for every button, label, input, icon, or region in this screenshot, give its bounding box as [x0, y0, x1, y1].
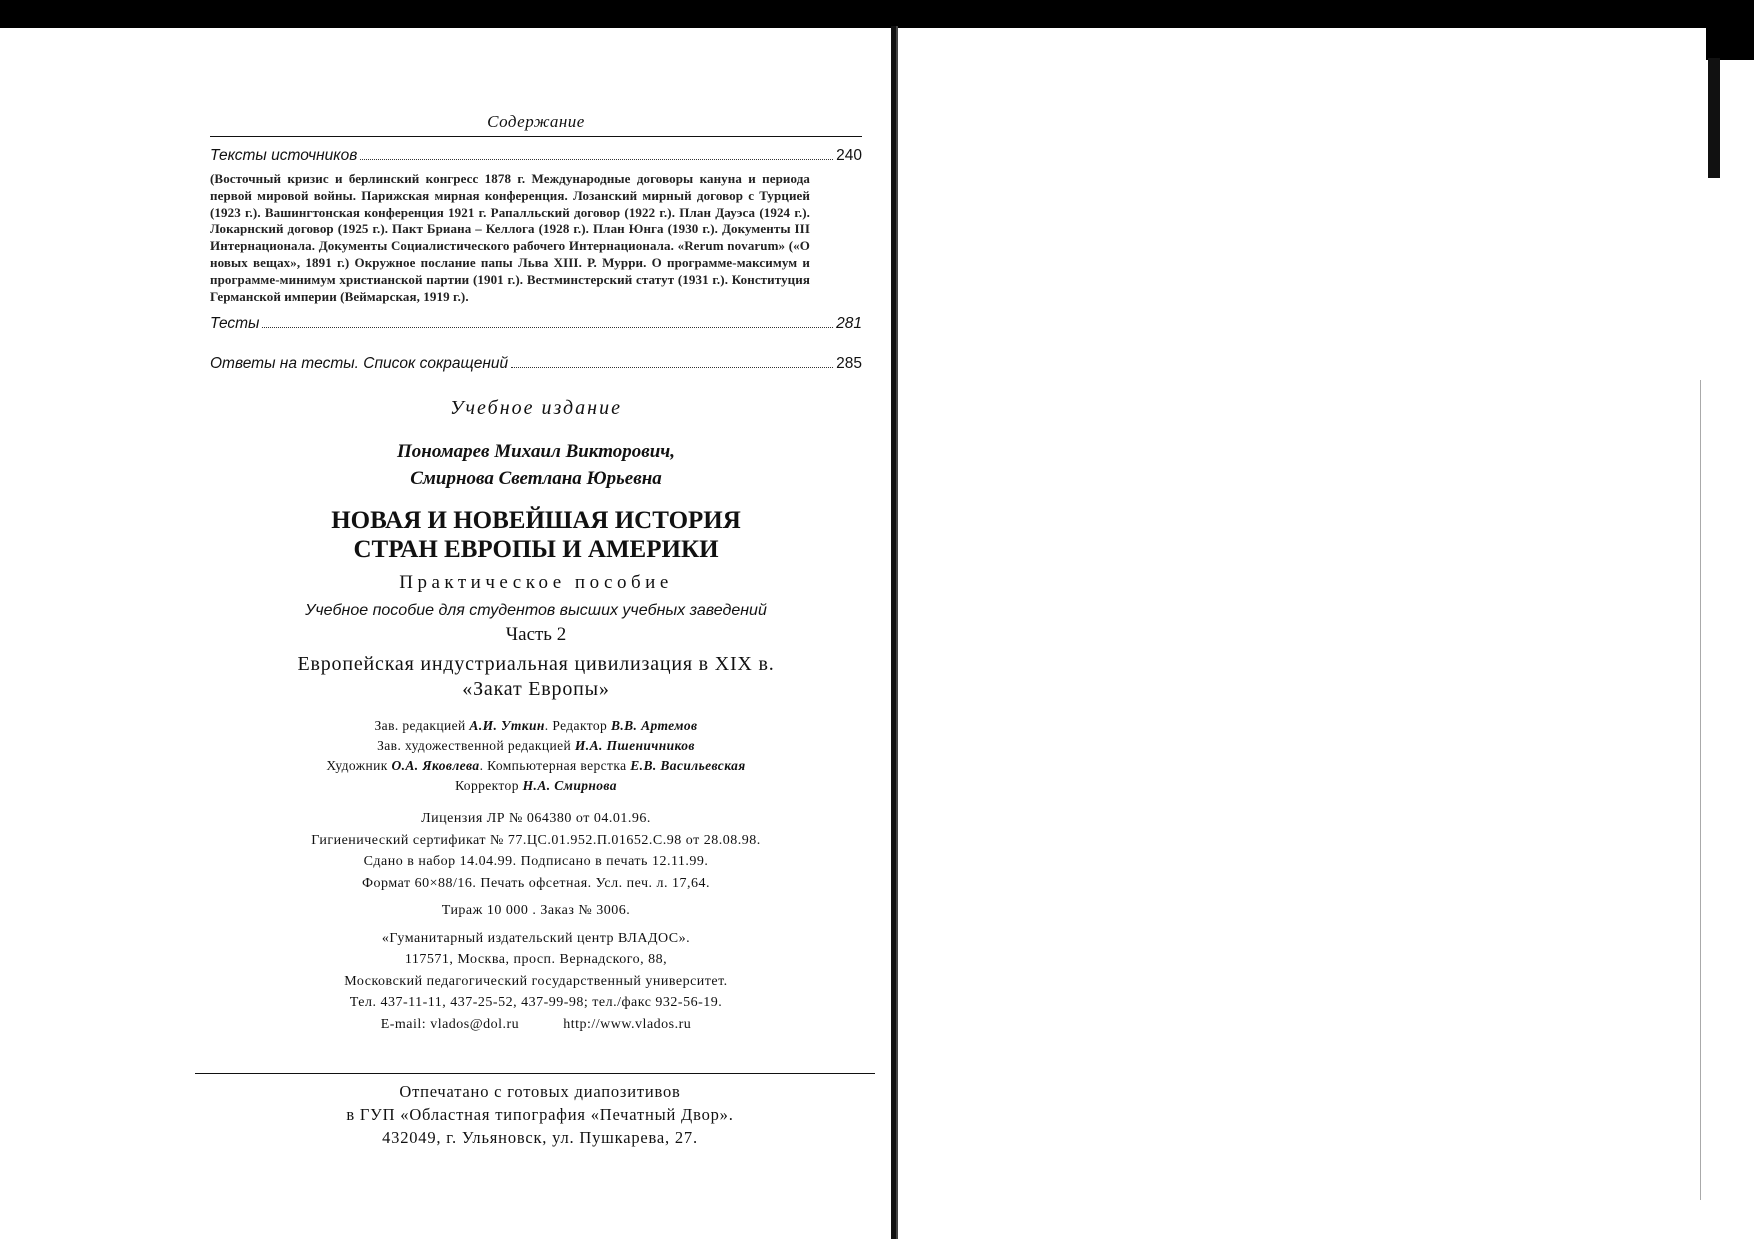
left-page: [210, 112, 862, 1035]
scan-right-edge-line: [1700, 380, 1701, 1200]
toc-title: Ответы на тесты. Список сокращений: [210, 355, 509, 373]
book-title: [210, 506, 862, 564]
title-line: СТРАН ЕВРОПЫ И АМЕРИКИ: [353, 536, 719, 564]
printer-line: Отпечатано с готовых диапозитивов: [399, 1082, 681, 1101]
printer-line: 432049, г. Ульяновск, ул. Пушкарева, 27.: [382, 1128, 698, 1147]
imprint-line: 117571, Москва, просп. Вернадского, 88,: [404, 952, 668, 968]
credit-line: Зав. редакцией А.И. Уткин. Редактор В.В. Артемов: [374, 718, 698, 734]
book-purpose: Учебное пособие для студентов высших учебных заведений: [305, 602, 767, 620]
credit-line: Художник О.А. Яковлева. Компьютерная верстка Е.В. Васильевская: [326, 758, 746, 774]
scan-right-edge-mark: [1708, 58, 1720, 178]
book-part: Часть 2: [505, 624, 567, 646]
imprint-line: Тел. 437-11-11, 437-25-52, 437-99-98; тел./факс 932-56-19.: [349, 995, 723, 1011]
toc-page-number: 281: [836, 315, 862, 333]
section-title: [210, 652, 862, 702]
printer-line: в ГУП «Областная типография «Печатный Двор».: [346, 1105, 734, 1124]
toc-page-number: 285: [836, 355, 862, 373]
publisher-website: http://www.vlados.ru: [563, 1016, 692, 1032]
section-line: Европейская индустриальная цивилизация в XIX в.: [297, 653, 775, 676]
imprint-line: Сдано в набор 14.04.99. Подписано в печать 12.11.99.: [363, 854, 709, 870]
scan-top-edge: [0, 0, 1754, 28]
author-line: Пономарев Михаил Викторович,: [397, 441, 675, 463]
imprint-line: Московский педагогический государственный университет.: [344, 973, 728, 989]
toc-leader-dots: [360, 159, 833, 160]
toc-title: Тексты источников: [210, 147, 358, 164]
credits: [210, 716, 862, 796]
section-line: «Закат Европы»: [462, 678, 610, 701]
toc-page-number: 240: [836, 147, 862, 164]
contact-row: [210, 1014, 862, 1036]
toc-title: Тесты: [210, 315, 260, 333]
printer-info: [260, 1080, 820, 1149]
book-spine-gutter: [896, 26, 898, 1239]
imprint-line: Лицензия ЛР № 064380 от 04.01.96.: [421, 811, 651, 827]
credit-line: Корректор Н.А. Смирнова: [455, 778, 617, 794]
toc-entry-description: (Восточный кризис и берлинский конгресс 1878 г. Международные договоры кануна и периода первой мировой войны. Парижская мирная конференция. Лозанский мирный договор с Турцией (1923 г.). Вашингтонская конференция 1921 г. Рапалльский договор (1922 г.). План Дауэса (1924 г.). Локарнский договор (1925 г.). Пакт Бриана – Келлога (1928 г.). План Юнга (1930 г.). Документы III Интернационала. Документы Социалистического рабочего Интернационала. «Rerum novarum» («О новых вещах», 1891 г.) Окружное послание папы Льва XIII. Р. Мурри. О программе-максимум и программе-минимум христианской партии (1901 г.). Вестминстерский статут (1931 г.). Конституция Германской империи (Веймарская, 1919 г.).: [210, 171, 810, 304]
header-rule: [210, 136, 862, 137]
printer-rule: [195, 1073, 875, 1074]
authors: [210, 438, 862, 492]
title-line: НОВАЯ И НОВЕЙШАЯ ИСТОРИЯ: [331, 507, 741, 535]
imprint: [210, 808, 862, 1035]
book-subtitle: Практическое пособие: [399, 572, 673, 594]
toc-entry-answers: [210, 355, 862, 373]
publisher-email: E-mail: vlados@dol.ru: [380, 1016, 520, 1032]
edition-type: Учебное издание: [450, 397, 622, 420]
toc-entry-tests: [210, 315, 862, 333]
credit-line: Зав. художественной редакцией И.А. Пшеничников: [377, 738, 695, 754]
imprint-line: Гигиенический сертификат № 77.ЦС.01.952.П.01652.С.98 от 28.08.98.: [311, 832, 761, 848]
imprint-line: «Гуманитарный издательский центр ВЛАДОС».: [381, 930, 691, 946]
imprint-print-run: Тираж 10 000 . Заказ № 3006.: [441, 903, 631, 919]
toc-leader-dots: [511, 367, 833, 368]
toc-entry-sources: [210, 147, 862, 165]
toc-leader-dots: [262, 327, 833, 328]
imprint-line: Формат 60×88/16. Печать офсетная. Усл. печ. л. 17,64.: [362, 875, 710, 891]
author-line: Смирнова Светлана Юрьевна: [410, 468, 662, 490]
running-head: Содержание: [487, 112, 585, 131]
scan-corner-shadow: [1706, 0, 1754, 60]
